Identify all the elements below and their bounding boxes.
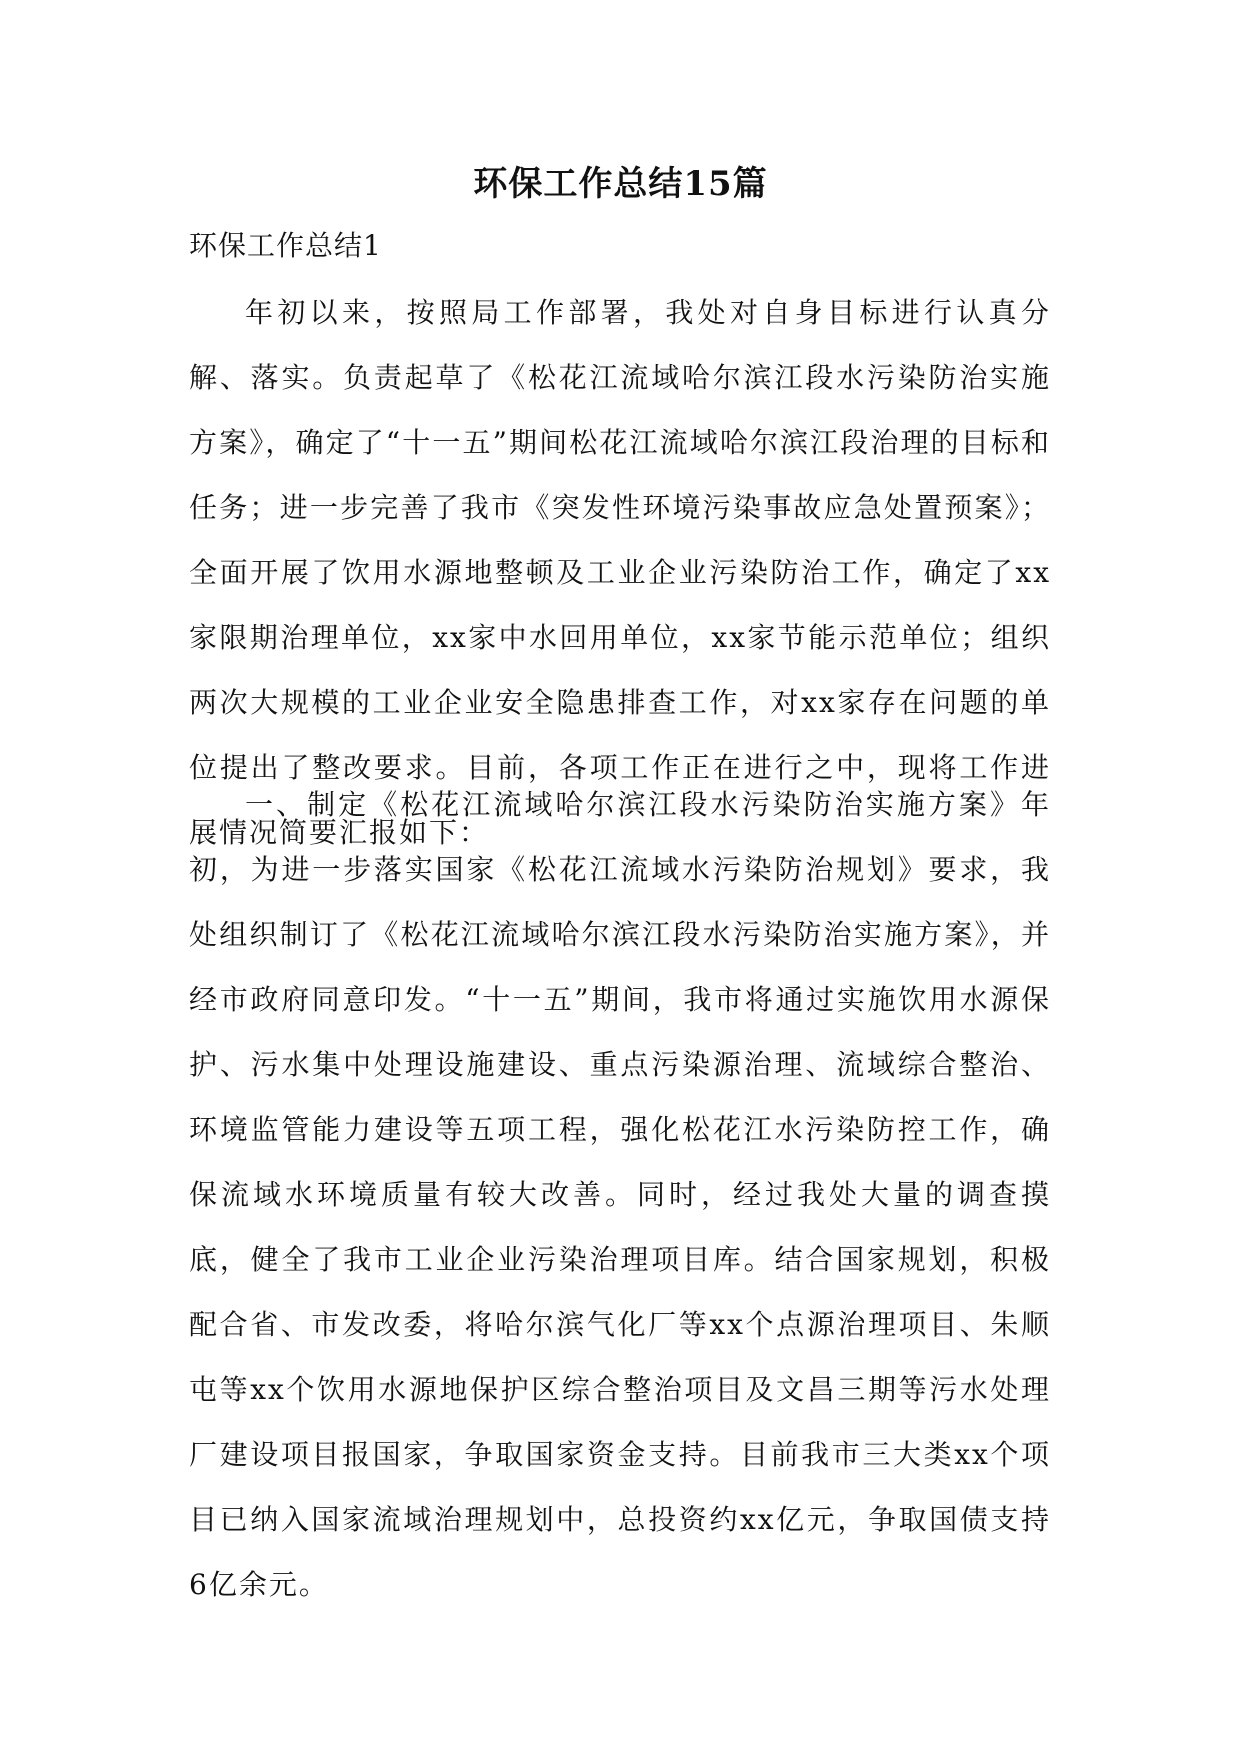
section-heading: 环保工作总结1 xyxy=(189,229,382,262)
body-paragraph-1: 年初以来，按照局工作部署，我处对自身目标进行认真分解、落实。负责起草了《松花江流域哈尔滨江段水污染防治实施方案》，确定了“十一五”期间松花江流域哈尔滨江段治理的目标和任务；进一步完善了我市《突发性环境污染事故应急处置预案》；全面开展了饮用水源地整顿及工业企业污染防治工作，确定了xx家限期治理单位，xx家中水回用单位，xx家节能示范单位；组织两次大规模的工业企业安全隐患排查工作，对xx家存在问题的单位提出了整改要求。目前，各项工作正在进行之中，现将工作进展情况简要汇报如下： xyxy=(189,296,1051,849)
document-title: 环保工作总结15篇 xyxy=(473,164,768,204)
body-paragraph-2: 一、制定《松花江流域哈尔滨江段水污染防治实施方案》年初，为进一步落实国家《松花江流域水污染防治规划》要求，我处组织制订了《松花江流域哈尔滨江段水污染防治实施方案》，并经市政府同意印发。“十一五”期间，我市将通过实施饮用水源保护、污水集中处理设施建设、重点污染源治理、流域综合整治、环境监管能力建设等五项工程，强化松花江水污染防控工作，确保流域水环境质量有较大改善。同时，经过我处大量的调查摸底，健全了我市工业企业污染治理项目库。结合国家规划，积极配合省、市发改委，将哈尔滨气化厂等xx个点源治理项目、朱顺屯等xx个饮用水源地保护区综合整治项目及文昌三期等污水处理厂建设项目报国家，争取国家资金支持。目前我市三大类xx个项目已纳入国家流域治理规划中，总投资约xx亿元，争取国债支持6亿余元。 xyxy=(189,788,1051,1601)
